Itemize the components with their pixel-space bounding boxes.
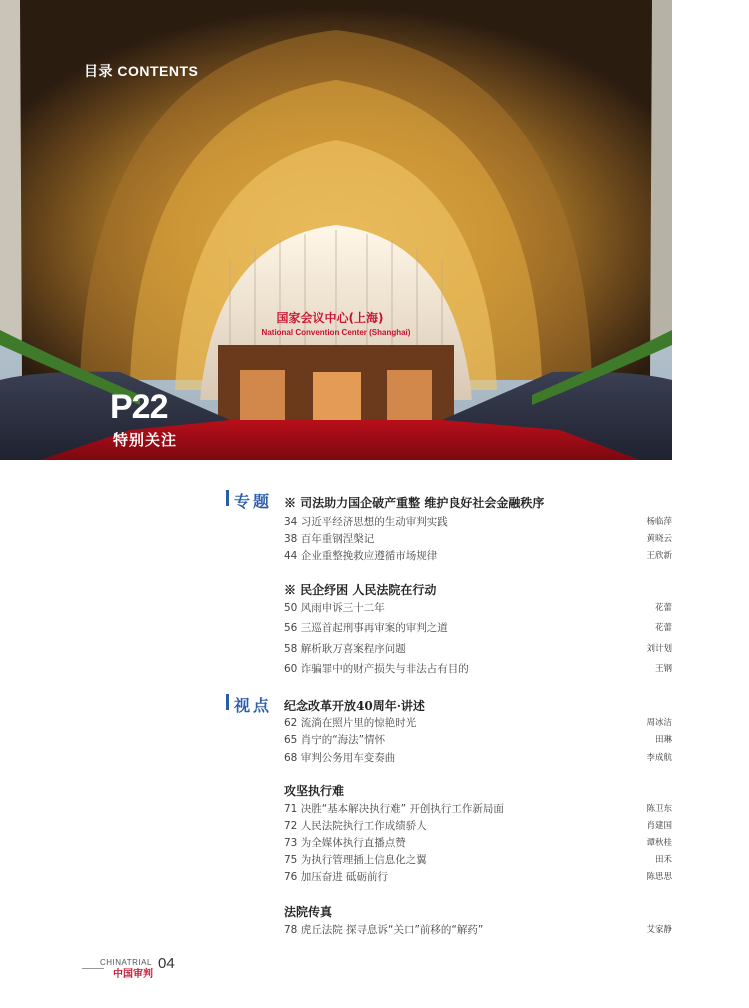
entry-title: 肖宁的“海法”情怀	[300, 734, 386, 746]
entry-author: 李成航	[646, 753, 672, 763]
entry-author: 艾家静	[646, 925, 672, 935]
section-label-zhuanti: 专题	[234, 492, 273, 511]
toc-entry[interactable]	[284, 869, 672, 883]
entry-title: 决胜“基本解决执行难” 开创执行工作新局面	[300, 803, 504, 815]
entry-author: 陈思思	[646, 872, 672, 882]
toc-entry[interactable]	[284, 715, 672, 729]
brand-english: CHINATRIAL	[100, 958, 152, 967]
entry-title: 为执行管理插上信息化之翼	[300, 854, 427, 866]
entry-title: 为全媒体执行直播点赞	[300, 837, 406, 849]
page-number: 04	[158, 955, 175, 972]
toc-entry[interactable]	[284, 750, 672, 764]
toc-entry[interactable]	[284, 641, 672, 655]
entry-title: 解析耿万喜案程序问题	[300, 643, 406, 655]
toc-entry[interactable]	[284, 818, 672, 832]
toc-entry[interactable]	[284, 600, 672, 614]
entry-title: 流淌在照片里的惊艳时光	[300, 717, 417, 729]
entry-page: 50	[284, 602, 298, 614]
contents-title: 目录 CONTENTS	[84, 63, 199, 79]
entry-title: 人民法院执行工作成绩骄人	[300, 820, 427, 832]
toc-entry[interactable]	[284, 835, 672, 849]
entry-page: 44	[284, 550, 298, 562]
entry-title: 风雨申诉三十二年	[300, 602, 385, 614]
feature-label: 特别关注	[113, 431, 178, 449]
group-title: 法院传真	[284, 905, 333, 919]
toc-entry[interactable]	[284, 514, 672, 528]
entry-author: 花蕾	[654, 603, 672, 613]
entry-author: 陈卫东	[646, 804, 672, 814]
entry-title: 三巡首起刑事再审案的审判之道	[300, 622, 448, 634]
brand-chinese: 中国审判	[113, 969, 153, 980]
entry-author: 王欣新	[646, 551, 672, 561]
entry-author: 谭秋桂	[646, 838, 672, 848]
cover-photo	[0, 0, 672, 460]
entry-author: 刘计划	[646, 644, 672, 654]
entry-page: 78	[284, 924, 298, 936]
entry-page: 73	[284, 837, 298, 849]
entry-page: 72	[284, 820, 298, 832]
entry-page: 60	[284, 663, 298, 675]
toc-entry[interactable]	[284, 531, 672, 545]
toc-entry[interactable]	[284, 732, 672, 746]
entry-title: 虎丘法院 探寻息诉“关口”前移的“解药”	[300, 924, 484, 936]
section-marker	[226, 694, 229, 710]
group-title: ※ 民企纾困 人民法院在行动	[284, 583, 437, 597]
entry-page: 76	[284, 871, 298, 883]
entry-title: 审判公务用车变奏曲	[300, 752, 396, 764]
group-title: ※ 司法助力国企破产重整 维护良好社会金融秩序	[284, 496, 545, 510]
entry-author: 杨临萍	[646, 517, 672, 527]
entry-author: 田琳	[654, 735, 672, 745]
entry-author: 花蕾	[654, 623, 672, 633]
entry-title: 加压奋进 砥砺前行	[300, 871, 389, 883]
entry-title: 百年重钢涅槃记	[300, 533, 375, 545]
group-title: 攻坚执行难	[284, 784, 345, 798]
entry-page: 65	[284, 734, 298, 746]
entry-page: 75	[284, 854, 298, 866]
entry-title: 诈骗罪中的财产损失与非法占有目的	[300, 663, 469, 675]
entry-author: 周冰洁	[646, 718, 672, 728]
toc-entry[interactable]	[284, 801, 672, 815]
magazine-logo	[100, 958, 154, 980]
entry-title: 企业重整挽救应遵循市场规律	[300, 550, 438, 562]
group-title: 纪念改革开放40周年·讲述	[284, 699, 425, 713]
toc-entry[interactable]	[284, 661, 672, 675]
entry-author: 肖建国	[646, 821, 672, 831]
entry-page: 38	[284, 533, 298, 545]
building-sign-cn: 国家会议中心(上海)	[276, 311, 384, 325]
entry-page: 68	[284, 752, 298, 764]
feature-page-number[interactable]: P22	[110, 388, 168, 426]
toc-entry[interactable]	[284, 620, 672, 634]
entry-page: 71	[284, 803, 298, 815]
entry-author: 田禾	[654, 855, 672, 865]
entry-author: 黄晓云	[646, 534, 672, 544]
section-label-shidian: 视点	[234, 696, 273, 715]
entry-page: 58	[284, 643, 298, 655]
toc-entry[interactable]	[284, 922, 672, 936]
entry-title: 习近平经济思想的生动审判实践	[300, 516, 448, 528]
section-marker	[226, 490, 229, 506]
entry-author: 王钢	[654, 664, 672, 674]
toc-entry[interactable]	[284, 548, 672, 562]
entry-page: 56	[284, 622, 298, 634]
entry-page: 62	[284, 717, 298, 729]
entry-page: 34	[284, 516, 298, 528]
toc-entry[interactable]	[284, 852, 672, 866]
building-sign-en: National Convention Center (Shanghai)	[261, 328, 411, 337]
